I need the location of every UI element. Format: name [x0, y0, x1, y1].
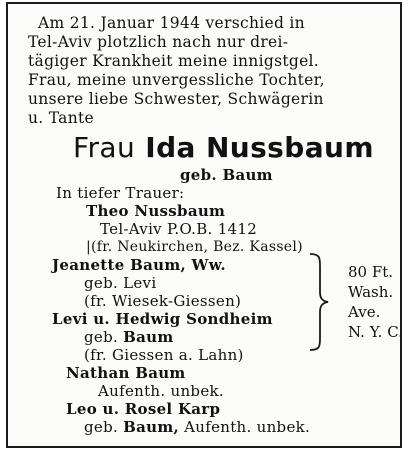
- mourner-jeanette-name: Jeanette Baum, Ww.: [52, 256, 226, 274]
- shared-address-line-3: Ave.: [348, 303, 381, 321]
- shared-address-line-2: Wash.: [348, 283, 394, 301]
- intro-line-2: Tel-Aviv plotzlich nach nur drei-: [28, 33, 289, 51]
- birth-surname: Baum: [123, 328, 174, 346]
- curly-brace: [304, 252, 334, 352]
- obituary-notice: [6, 2, 402, 448]
- intro-line-1: Am 21. Januar 1944 verschied in: [38, 14, 305, 32]
- mourner-karp-note: Aufenth. unbek.: [184, 418, 311, 436]
- intro-line-3: tägiger Krankheit meine innigstgel.: [28, 52, 320, 70]
- intro-line-5: unsere liebe Schwester, Schwägerin: [28, 90, 324, 108]
- intro-line-4: Frau, meine unvergessliche Tochter,: [28, 71, 325, 89]
- deceased-name: [73, 131, 374, 164]
- birth-prefix: geb.: [84, 328, 119, 346]
- mourner-jeanette-former-address: (fr. Wiesek-Giessen): [84, 292, 242, 310]
- mourner-jeanette-birth-name: geb. Levi: [84, 274, 157, 292]
- mourner-theo-address: Tel-Aviv P.O.B. 1412: [100, 220, 258, 238]
- shared-address-line-1: 80 Ft.: [348, 263, 394, 281]
- birth-surname: Baum,: [123, 418, 180, 436]
- mourner-sondheim-former-address: (fr. Giessen a. Lahn): [84, 346, 244, 364]
- mourner-karp-name: Leo u. Rosel Karp: [66, 400, 221, 418]
- deceased-birth-name: geb. Baum: [180, 166, 273, 184]
- mourner-sondheim-birth-name: [84, 328, 174, 346]
- birth-prefix: geb.: [84, 418, 119, 436]
- mourner-nathan-name: Nathan Baum: [66, 364, 186, 382]
- deceased-full-name: Ida Nussbaum: [145, 131, 374, 164]
- mourner-theo-name: Theo Nussbaum: [86, 202, 226, 220]
- mourning-label: In tiefer Trauer:: [56, 184, 185, 202]
- shared-address-line-4: N. Y. C.: [348, 323, 403, 341]
- intro-line-6: u. Tante: [28, 109, 94, 127]
- mourner-theo-former-address: |(fr. Neukirchen, Bez. Kassel): [86, 239, 303, 255]
- deceased-title: Frau: [73, 131, 136, 164]
- mourner-karp-birth-name: [84, 418, 310, 436]
- mourner-nathan-note: Aufenth. unbek.: [98, 382, 224, 400]
- mourner-sondheim-name: Levi u. Hedwig Sondheim: [52, 310, 273, 328]
